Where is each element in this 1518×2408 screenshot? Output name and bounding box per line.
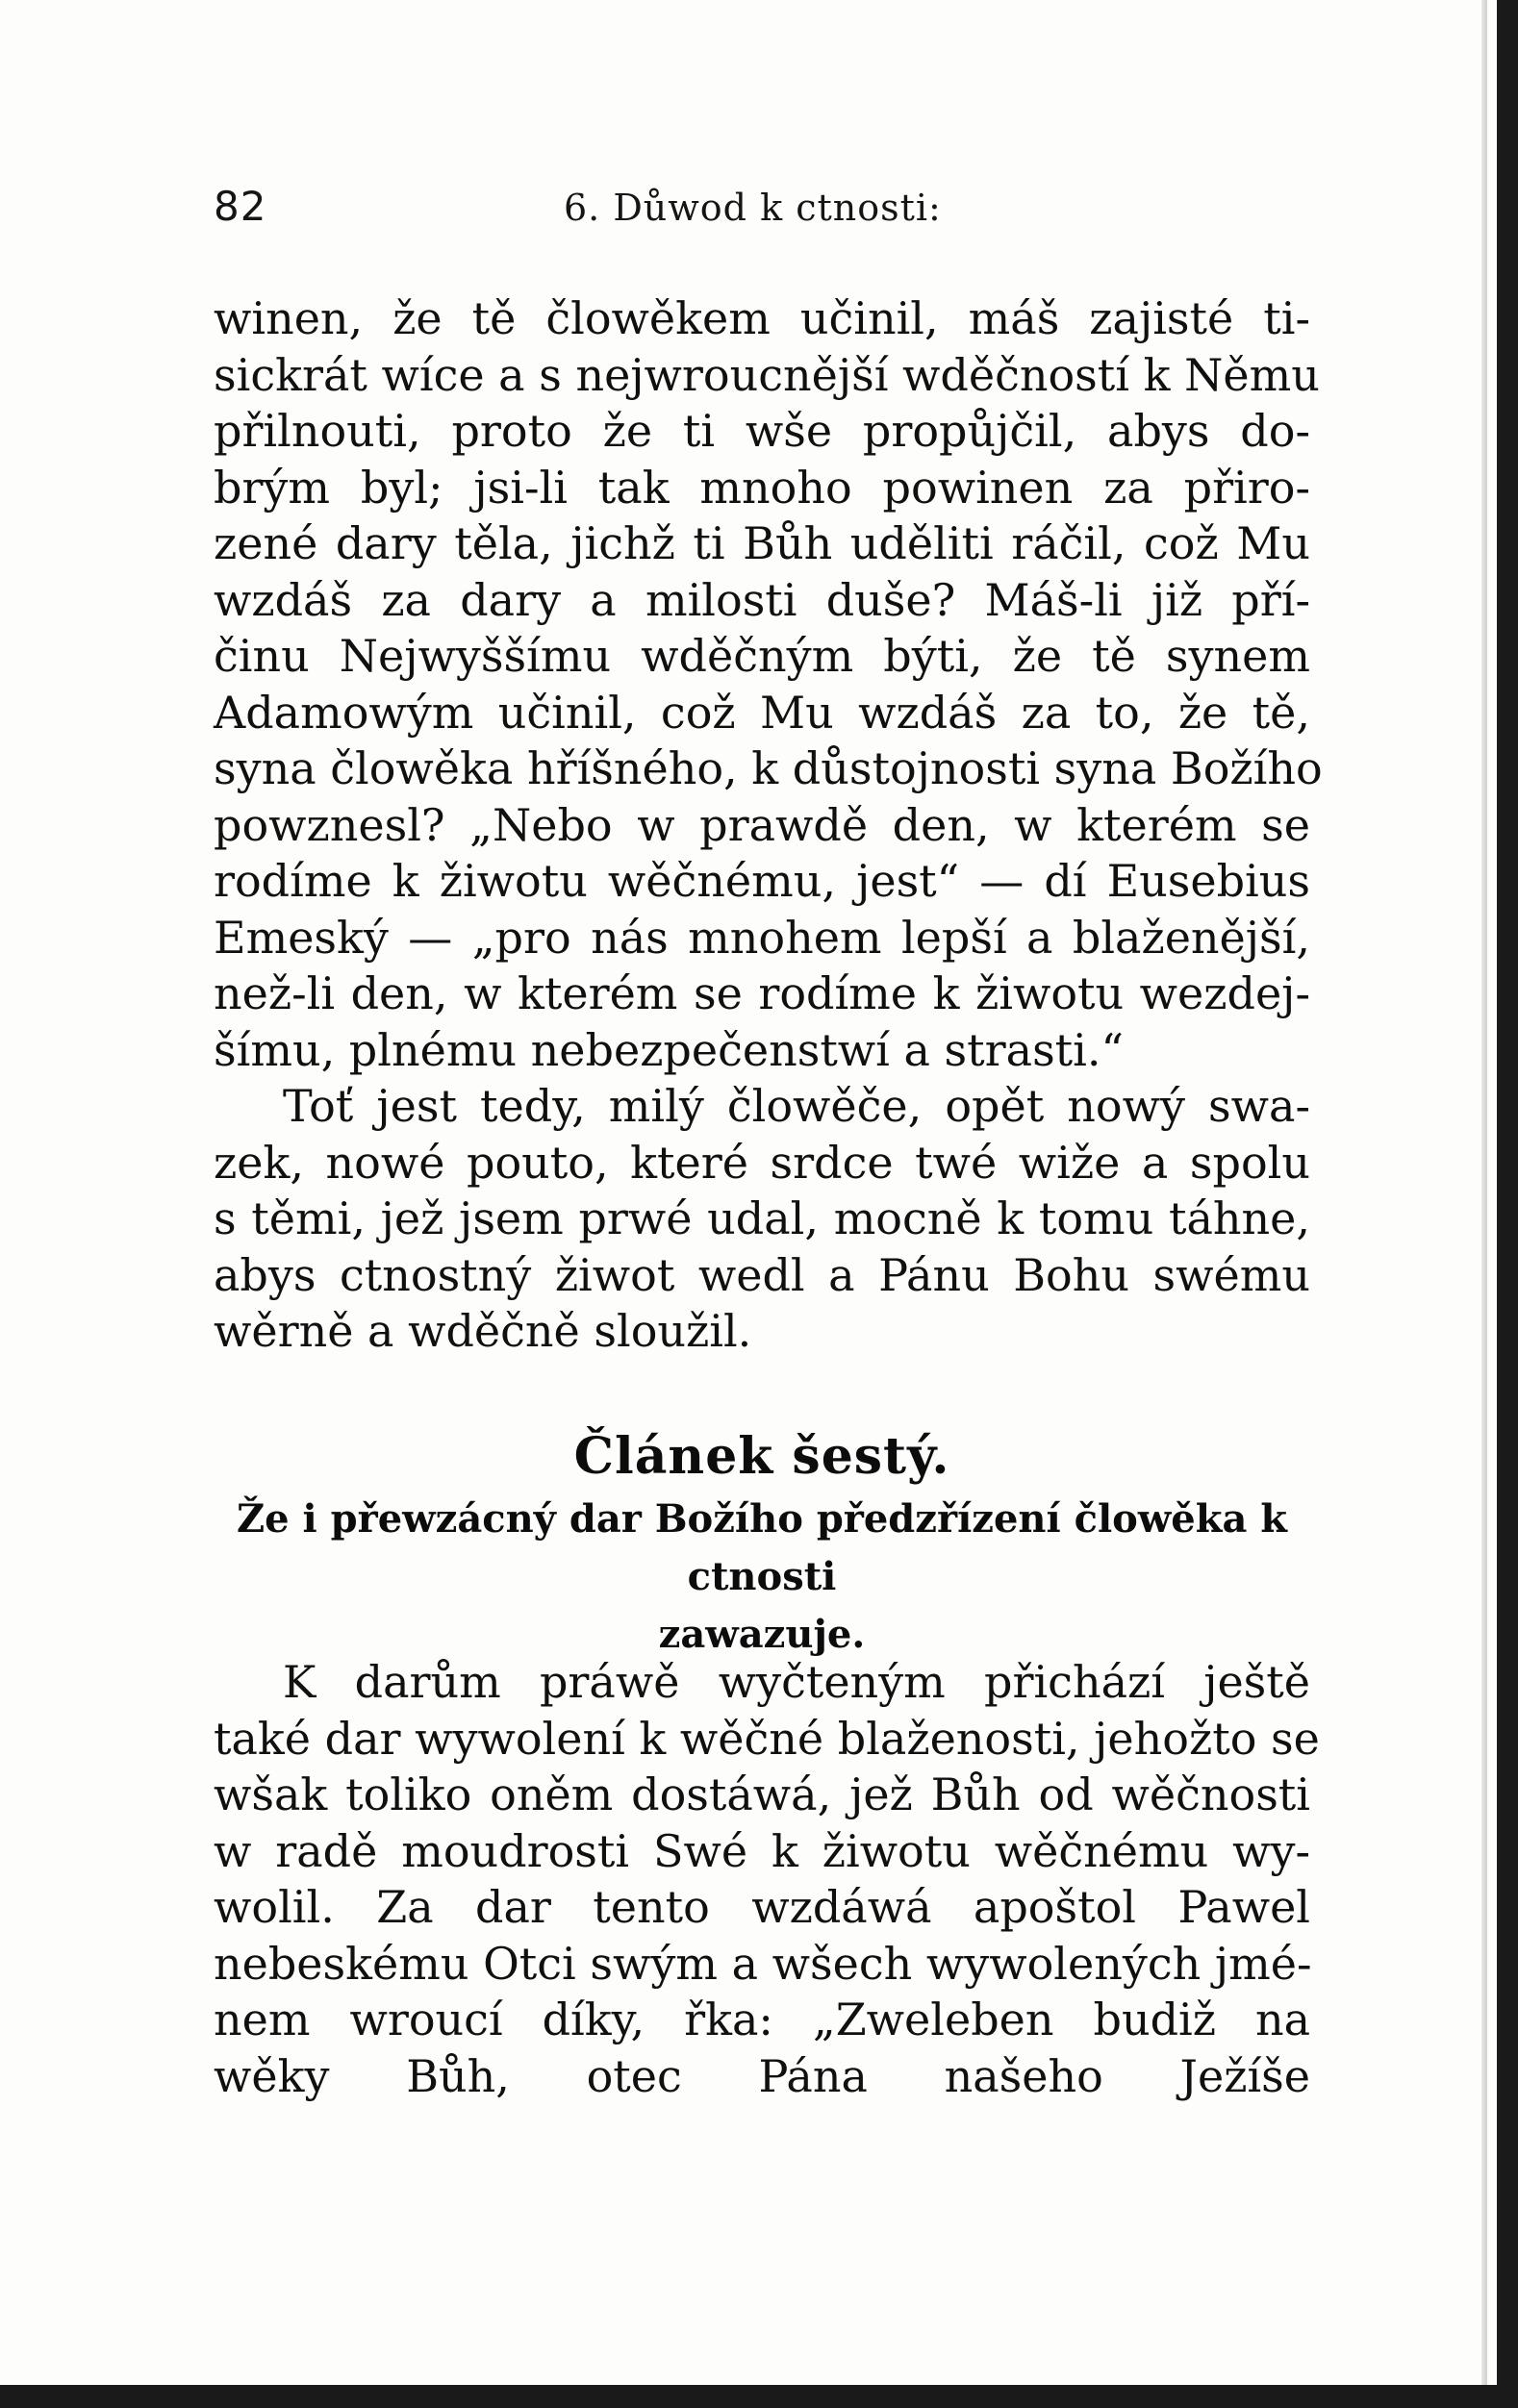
text-line: Adamowým učinil, což Mu wzdáš za to, že tě, [214, 686, 1310, 739]
text-line: než-li den, w kterém se rodíme k žiwotu wezdej- [214, 967, 1310, 1019]
page-edge [1481, 0, 1487, 2385]
text-line: wěrně a wděčně sloužil. [214, 1305, 752, 1357]
text-line: zené dary těla, jichž ti Bůh uděliti ráčil, což Mu [214, 517, 1310, 569]
text-line: s těmi, jež jsem prwé udal, mocně k tomu táhne, [214, 1192, 1310, 1244]
text-line: wolil. Za dar tento wzdáwá apoštol Pawel [214, 1881, 1310, 1933]
chapter-heading [214, 1423, 1310, 1664]
text-line: K darům práwě wyčteným přichází ještě [283, 1656, 1310, 1708]
text-line: přilnouti, proto že ti wše propůjčil, abys do- [214, 405, 1310, 457]
scan-border-bottom [0, 2385, 1518, 2408]
text-line: wšak toliko oněm dostáwá, jež Bůh od wěčnosti [214, 1768, 1310, 1820]
text-line: činu Nejwyššímu wděčným býti, že tě synem [214, 630, 1310, 682]
text-line: syna člowěka hříšného, k důstojnosti syna Božího [214, 742, 1323, 794]
scan-border-right [1497, 0, 1518, 2408]
text-line: wzdáš za dary a milosti duše? Máš-li již pří- [214, 573, 1310, 626]
text-line: nem wroucí díky, řka: „Zweleben budiž na [214, 1994, 1310, 2045]
text-line: powznesl? „Nebo w prawdě den, w kterém se [214, 798, 1310, 851]
text-line: winen, že tě člowěkem učinil, máš zajisté ti- [214, 292, 1310, 344]
text-line: abys ctnostný žiwot wedl a Pánu Bohu swému [214, 1248, 1310, 1301]
text-line: wěky Bůh, otec Pána našeho Ježíše [214, 2049, 1310, 2102]
text-line: zek, nowé pouto, které srdce twé wiže a spolu [214, 1136, 1310, 1189]
text-line: také dar wywolení k wěčné blaženosti, jehožto se [214, 1712, 1320, 1765]
text-line: Toť jest tedy, milý člowěče, opět nowý swa- [283, 1080, 1310, 1132]
text-line: rodíme k žiwotu wěčnému, jest“ — dí Eusebius [214, 855, 1310, 907]
text-line: nebeskému Otci swým a wšech wywolených jmé- [214, 1937, 1312, 1990]
chapter-title: Článek šestý. [573, 1427, 950, 1486]
text-block-2 [214, 1654, 1320, 2104]
text-block-1 [214, 290, 1323, 1360]
text-line: Emeský — „pro nás mnohem lepší a blaženější, [214, 911, 1310, 964]
text-line: w radě moudrosti Swé k žiwotu wěčnému wy- [214, 1824, 1310, 1877]
page-header [0, 183, 1497, 240]
text-line: šímu, plnému nebezpečenstwí a strasti.“ [214, 1023, 1125, 1076]
chapter-subtitle: zawazuje. [658, 1612, 866, 1657]
running-head: 6. Důwod k ctnosti: [564, 187, 942, 229]
text-line: brým byl; jsi-li tak mnoho powinen za přiro- [214, 461, 1310, 514]
page-number: 82 [214, 183, 267, 230]
text-line: sickrát wíce a s nejwroucnější wděčností k Němu [214, 348, 1320, 401]
chapter-subtitle: Že i přewzácný dar Božího předzřízení člowěka k ctnosti [236, 1496, 1288, 1599]
